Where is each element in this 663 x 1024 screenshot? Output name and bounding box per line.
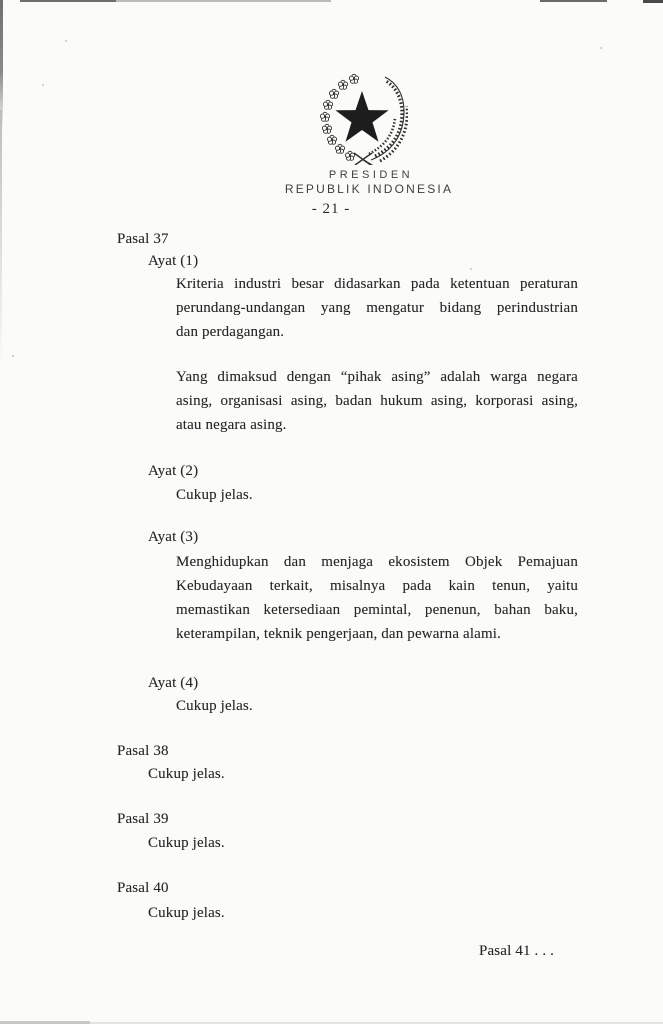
scan-edge-artifact (643, 0, 663, 3)
text-line: asing, organisasi asing, badan hukum asing, korporasi asing, (176, 393, 578, 409)
ayat-1-paragraph-1 (176, 272, 578, 344)
text-line: memastikan ketersediaan pemintal, penenun, bahan baku, (176, 602, 578, 618)
dust-speck (65, 40, 67, 42)
dust-speck (12, 355, 14, 357)
pasal-38-title: Pasal 38 (117, 743, 169, 759)
dust-speck (470, 268, 472, 270)
page-number: - 21 - (311, 201, 351, 217)
pasal-40-title: Pasal 40 (117, 880, 169, 896)
text-line: Menghidupkan dan menjaga ekosistem Objek Pemajuan (176, 554, 578, 570)
ayat-3-paragraph (176, 550, 578, 646)
dust-speck (42, 84, 44, 86)
text-line: perundang-undangan yang mengatur bidang perindustrian (176, 300, 578, 316)
text-line: atau negara asing. (176, 417, 287, 433)
ayat-1-label: Ayat (1) (148, 253, 199, 269)
letterhead-republik-indonesia: REPUBLIK INDONESIA (284, 182, 454, 196)
pasal-39-title: Pasal 39 (117, 811, 169, 827)
ayat-2-text: Cukup jelas. (176, 487, 253, 503)
ayat-2-label: Ayat (2) (148, 463, 199, 479)
pasal-37-title: Pasal 37 (117, 231, 169, 247)
footer-catchword: Pasal 41 . . . (479, 943, 555, 959)
text-line: dan perdagangan. (176, 324, 285, 340)
scan-edge-artifact (540, 0, 607, 2)
presidential-seal-icon (314, 73, 408, 165)
ayat-3-label: Ayat (3) (148, 529, 199, 545)
dust-speck (600, 47, 602, 49)
scan-edge-artifact (0, 0, 3, 130)
pasal-40-text: Cukup jelas. (148, 905, 225, 921)
ayat-4-text: Cukup jelas. (176, 698, 253, 714)
text-line: Kriteria industri besar didasarkan pada ketentuan peraturan (176, 276, 578, 292)
ayat-1-paragraph-2 (176, 365, 578, 437)
wreath-stems-icon (354, 153, 375, 165)
scan-edge-artifact (20, 0, 116, 2)
text-line: keterampilan, teknik pengerjaan, dan pewarna alami. (176, 626, 502, 642)
text-line: Kebudayaan terkait, misalnya pada kain tenun, yaitu (176, 578, 578, 594)
scan-edge-artifact (116, 0, 331, 2)
star-icon (335, 91, 388, 142)
text-line: Yang dimaksud dengan “pihak asing” adalah warga negara (176, 369, 578, 385)
letterhead-presiden: PRESIDEN (328, 169, 414, 181)
pasal-39-text: Cukup jelas. (148, 835, 225, 851)
ayat-4-label: Ayat (4) (148, 675, 199, 691)
scan-edge-artifact (0, 110, 2, 370)
pasal-38-text: Cukup jelas. (148, 766, 225, 782)
